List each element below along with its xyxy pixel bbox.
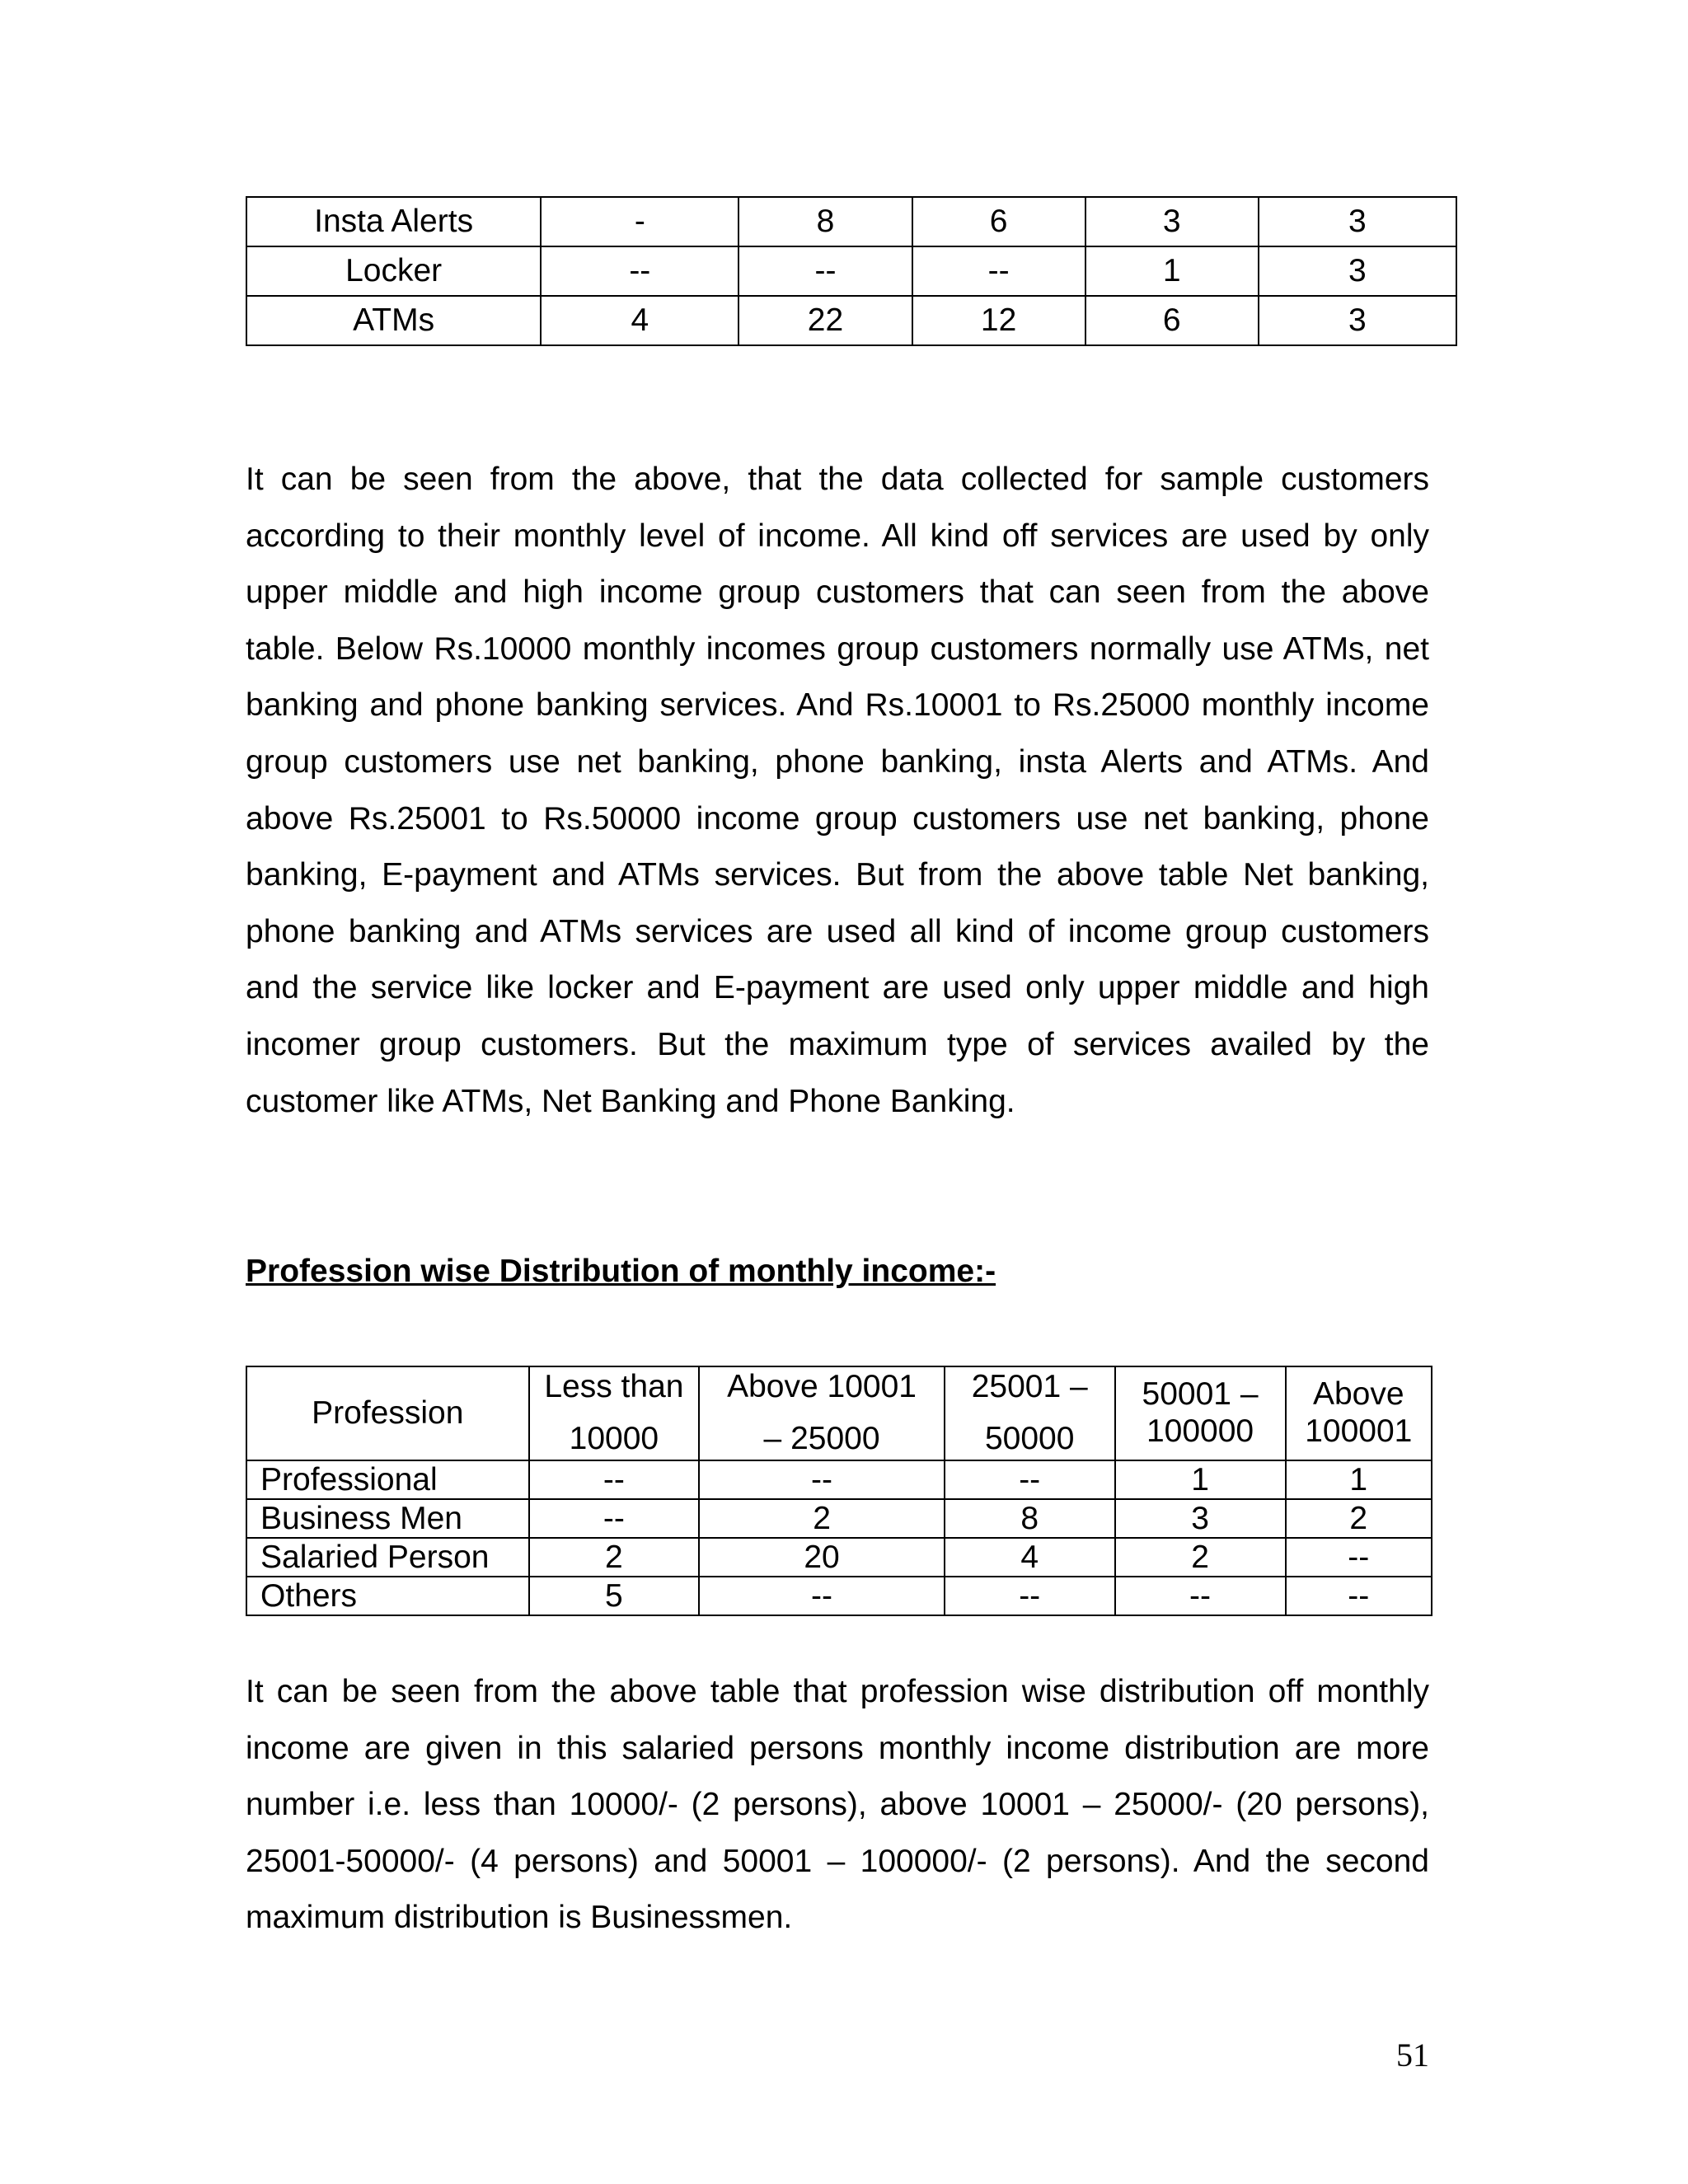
profession-cell: Others [246, 1577, 529, 1615]
header-above-10001: Above 10001 – 25000 [699, 1366, 945, 1460]
table-cell: -- [529, 1499, 700, 1538]
table-cell: -- [945, 1577, 1115, 1615]
table-cell: -- [738, 246, 912, 296]
header-50001-100000: 50001 – 100000 [1115, 1366, 1286, 1460]
table-cell: 2 [699, 1499, 945, 1538]
table-cell: 20 [699, 1538, 945, 1577]
header-above-100001: Above 100001 [1286, 1366, 1432, 1460]
table-row [246, 246, 1456, 296]
table-cell: 3 [1259, 197, 1456, 246]
table-cell: 3 [1085, 197, 1259, 246]
profession-cell: Salaried Person [246, 1538, 529, 1577]
table-cell: -- [699, 1460, 945, 1499]
table-cell: -- [1286, 1577, 1432, 1615]
service-name-cell: ATMs [246, 296, 541, 345]
table-row [246, 1460, 1432, 1499]
table-cell: 2 [1115, 1538, 1286, 1577]
table-cell: 1 [1286, 1460, 1432, 1499]
table-cell: 6 [912, 197, 1085, 246]
service-name-cell: Insta Alerts [246, 197, 541, 246]
table-cell: 2 [529, 1538, 700, 1577]
table-row [246, 1499, 1432, 1538]
header-profession: Profession [246, 1366, 529, 1460]
section-heading: Profession wise Distribution of monthly income:- [246, 1254, 996, 1289]
table-cell: 3 [1259, 246, 1456, 296]
header-less-than-10000: Less than 10000 [529, 1366, 700, 1460]
services-usage-table [246, 196, 1457, 346]
table-cell: 1 [1085, 246, 1259, 296]
header-25001-50000: 25001 – 50000 [945, 1366, 1115, 1460]
table-row [246, 296, 1456, 345]
table-cell: 8 [945, 1499, 1115, 1538]
table-cell: -- [699, 1577, 945, 1615]
table-cell: -- [1115, 1577, 1286, 1615]
table-cell: 5 [529, 1577, 700, 1615]
table-cell: 4 [945, 1538, 1115, 1577]
table-cell: - [541, 197, 738, 246]
table-cell: 3 [1115, 1499, 1286, 1538]
profession-cell: Business Men [246, 1499, 529, 1538]
table-cell: -- [529, 1460, 700, 1499]
profession-cell: Professional [246, 1460, 529, 1499]
page-number: 51 [1396, 2036, 1429, 2074]
table-cell: -- [541, 246, 738, 296]
table-cell: 4 [541, 296, 738, 345]
table-row [246, 197, 1456, 246]
table-cell: 3 [1259, 296, 1456, 345]
table-cell: -- [945, 1460, 1115, 1499]
table-cell: -- [1286, 1538, 1432, 1577]
table-cell: 8 [738, 197, 912, 246]
table-row [246, 1577, 1432, 1615]
table-header-row [246, 1366, 1432, 1460]
profession-income-table [246, 1366, 1432, 1616]
table-cell: -- [912, 246, 1085, 296]
table-row [246, 1538, 1432, 1577]
service-name-cell: Locker [246, 246, 541, 296]
table-cell: 1 [1115, 1460, 1286, 1499]
services-analysis-paragraph: It can be seen from the above, that the data collected for sample customers according to their monthly level of income. All kind off services are used by only upper middle and high income group customers that can seen from the above table. Below Rs.10000 monthly incomes group customers normally use ATMs, net banking and phone banking services. And Rs.10001 to Rs.25000 monthly income group customers use net banking, phone banking, insta Alerts and ATMs. And above Rs.25001 to Rs.50000 income group customers use net banking, phone banking, E-payment and ATMs services. But from the above table Net banking, phone banking and ATMs services are used all kind of income group customers and the service like locker and E-payment are used only upper middle and high incomer group customers. But the maximum type of services availed by the customer like ATMs, Net Banking and Phone Banking. [246, 462, 1429, 1119]
table-cell: 2 [1286, 1499, 1432, 1538]
table-cell: 22 [738, 296, 912, 345]
table-cell: 6 [1085, 296, 1259, 345]
profession-analysis-paragraph: It can be seen from the above table that profession wise distribution off monthly income are given in this salaried persons monthly income distribution are more number i.e. less than 10000/- (2 persons), above 10001 – 25000/- (20 persons), 25001-50000/- (4 persons) and 50001 – 100000/- (2 persons). And the second maximum distribution is Businessmen. [246, 1674, 1429, 1936]
table-cell: 12 [912, 296, 1085, 345]
